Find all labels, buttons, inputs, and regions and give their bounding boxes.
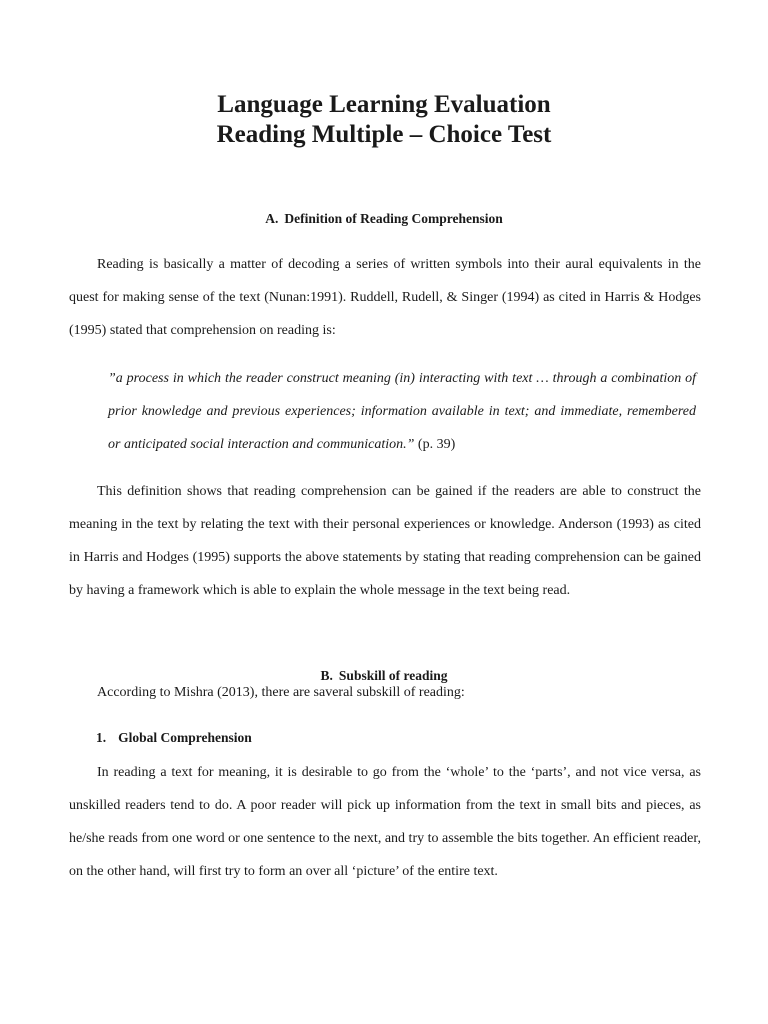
paragraph-global-comprehension-text: In reading a text for meaning, it is desirable to go from the ‘whole’ to the ‘parts’, and not vice versa, as unskilled readers tend to do. A poor reader will pick up information from the text in small bits and pieces, as he/she reads from one word or one sentence to the next, and try to assemble the bits together. An efficient reader, on the other hand, will first try to form an over all ‘picture’ of the entire text. bbox=[69, 765, 701, 879]
subsection-1-number: 1. bbox=[96, 730, 107, 745]
section-b-intro: According to Mishra (2013), there are saveral subskill of reading: bbox=[97, 685, 465, 700]
block-quote bbox=[108, 362, 696, 461]
paragraph-definition-text: Reading is basically a matter of decoding a series of written symbols into their aural equivalents in the quest for making sense of the text (Nunan:1991). Ruddell, Rudell, & Singer (1994) as cited in Harris & Hodges (1995) stated that comprehension on reading is: bbox=[69, 257, 701, 338]
document-title-line2: Reading Multiple – Choice Test bbox=[216, 121, 552, 148]
paragraph-explanation bbox=[69, 475, 701, 607]
paragraph-explanation-text: This definition shows that reading comprehension can be gained if the readers are able to construct the meaning in the text by relating the text with their personal experiences or knowledge. Anderson (1993) as cited in Harris and Hodges (1995) supports the above statements by stating that reading comprehension can be gained by having a framework which is able to explain the whole message in the text being read. bbox=[69, 484, 701, 598]
section-b-marker: B. bbox=[320, 668, 333, 683]
block-quote-citation: (p. 39) bbox=[414, 437, 456, 452]
paragraph-global-comprehension bbox=[69, 756, 701, 888]
paragraph-definition bbox=[69, 248, 701, 347]
section-a-marker: A. bbox=[265, 211, 279, 226]
block-quote-text: ”a process in which the reader construct meaning (in) interacting with text … through a combination of prior knowledge and previous experiences; information available in text; and immediate, remembered or anticipated social interaction and communication.” bbox=[108, 371, 696, 452]
section-b-heading bbox=[0, 668, 768, 684]
section-b-title: Subskill of reading bbox=[338, 668, 448, 683]
subsection-1-title: Global Comprehension bbox=[118, 730, 252, 745]
document-title-line1: Language Learning Evaluation bbox=[217, 91, 551, 118]
subsection-1-heading bbox=[96, 730, 252, 746]
section-a-title: Definition of Reading Comprehension bbox=[284, 211, 503, 226]
section-a-heading bbox=[0, 211, 768, 227]
